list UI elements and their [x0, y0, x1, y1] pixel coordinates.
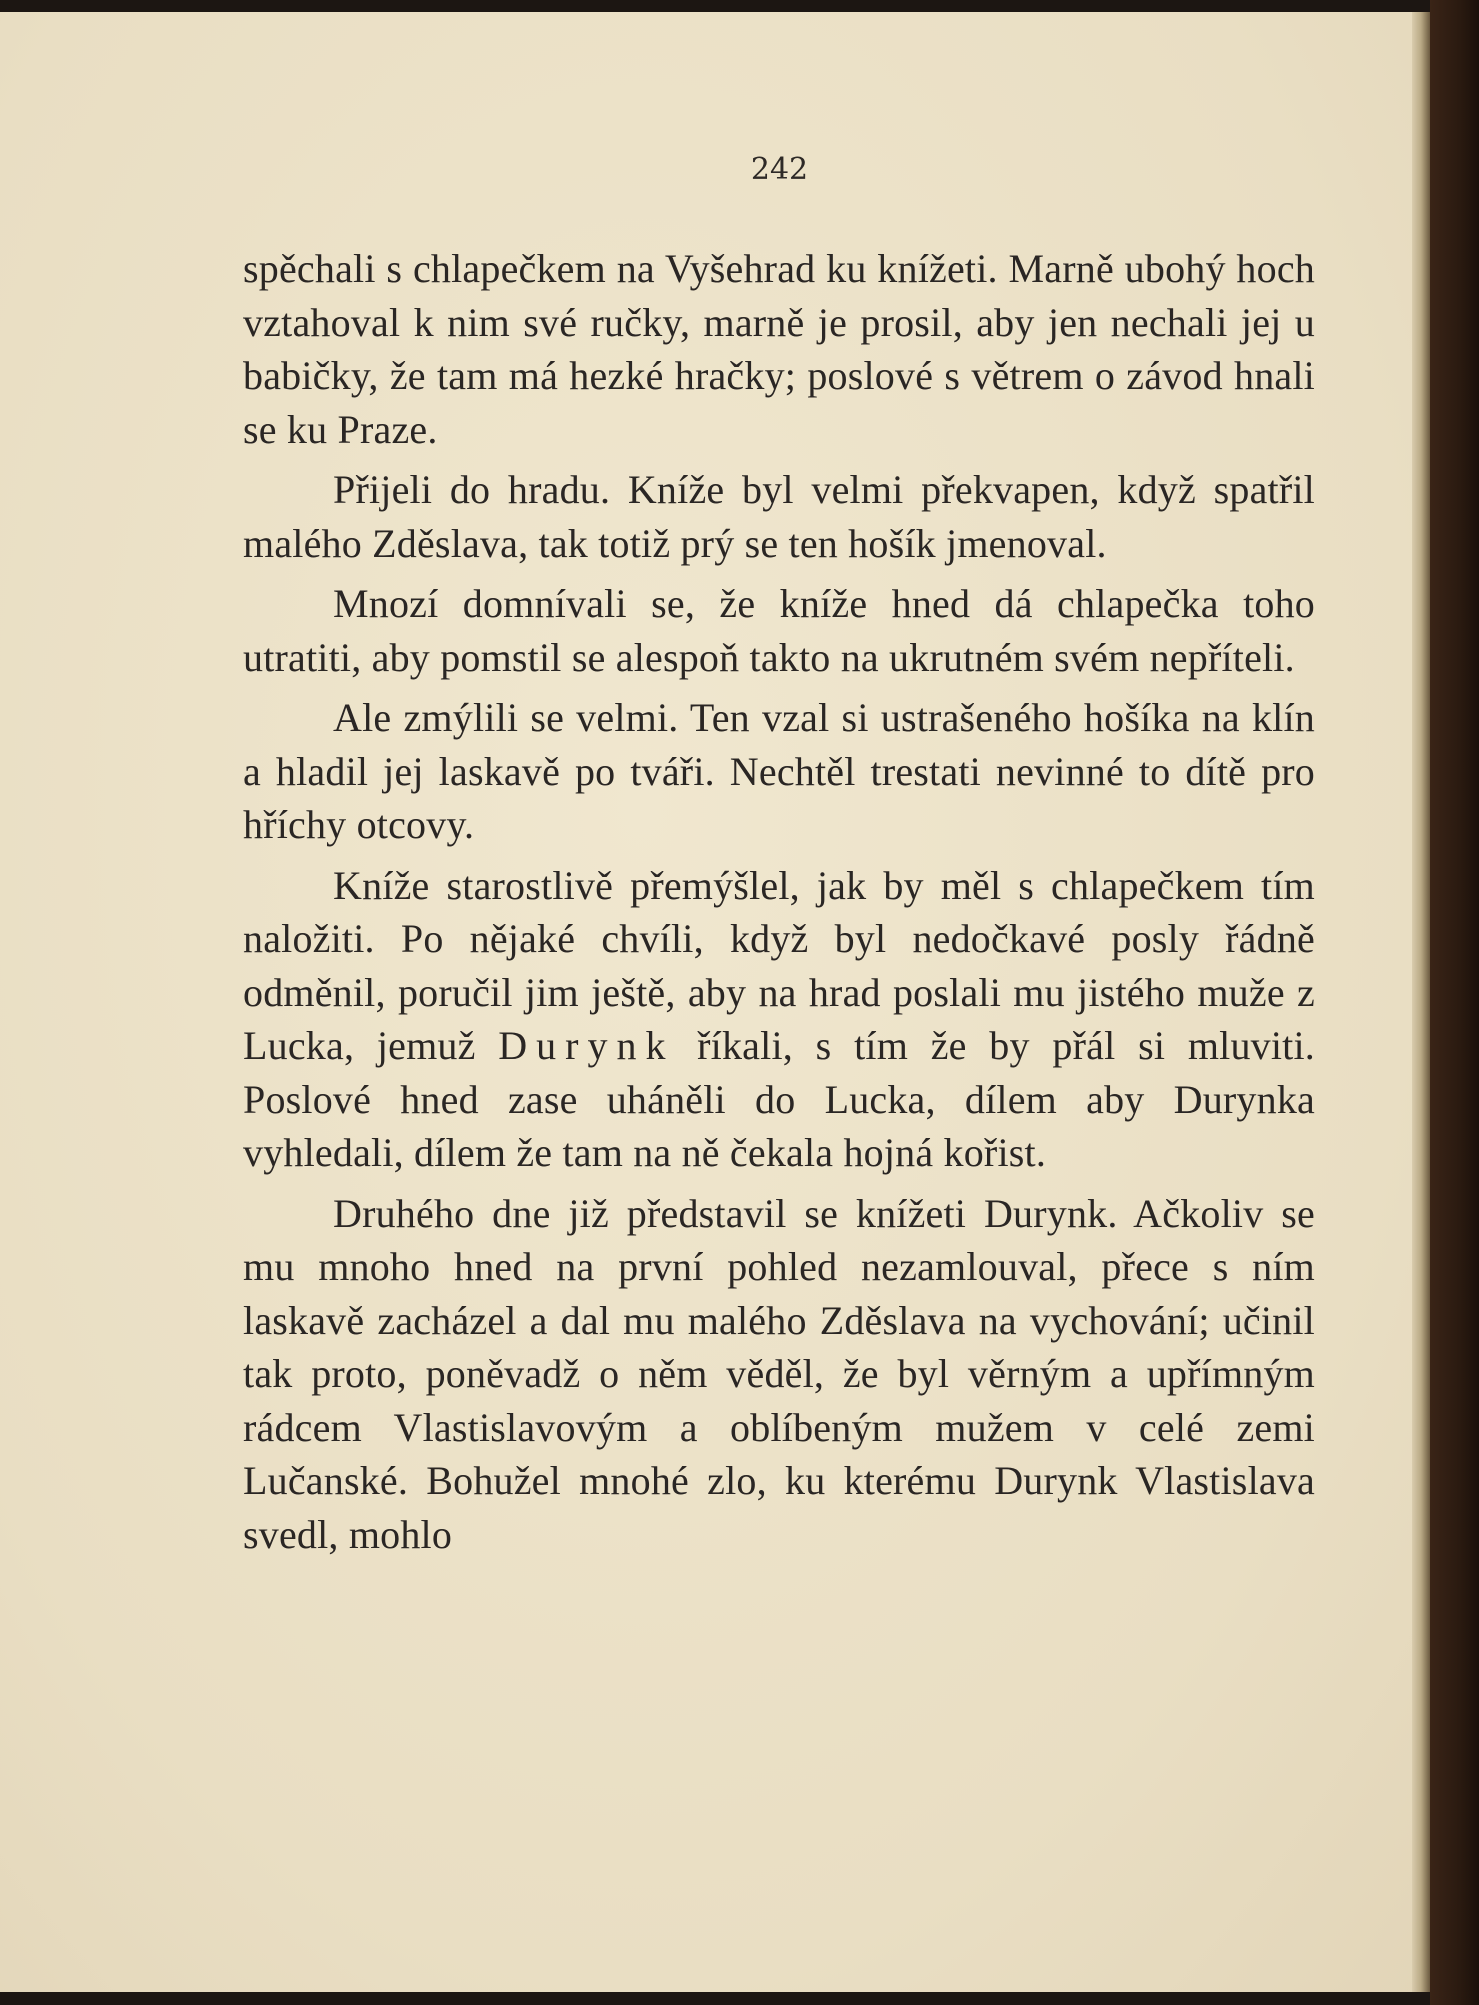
- paragraph-2: Přijeli do hradu. Kníže byl velmi překvapen, když spatřil malého Zděslava, tak totiž prý se ten hošík jmenoval.: [243, 467, 1315, 566]
- book-cover-edge: [1430, 0, 1479, 2005]
- body-text: [243, 242, 1315, 1561]
- paragraph-3: Mnozí domnívali se, že kníže hned dá chlapečka toho utratiti, aby pomstil se alespoň takto na ukrutném svém nepříteli.: [243, 581, 1315, 680]
- paragraph-5-part-2: říkali, s tím že by přál si mluviti. Poslové hned zase uháněli do Lucka, dílem aby Durynka vyhledali, dílem že tam na ně čekala hojná kořist.: [243, 1023, 1315, 1175]
- paragraph-6: Druhého dne již představil se knížeti Durynk. Ačkoliv se mu mnoho hned na první pohled nezamlouval, přece s ním laskavě zacházel a dal mu malého Zděslava na vychování; učinil tak proto, poněvadž o něm věděl, že byl věrným a upřímným rádcem Vlastislavovým a oblíbeným mužem v celé zemi Lučanské. Bohužel mnohé zlo, ku kterému Durynk Vlastislava svedl, mohlo: [243, 1190, 1315, 1557]
- paragraph-1: spěchali s chlapečkem na Vyšehrad ku knížeti. Marně ubohý hoch vztahoval k nim své ručky, marně je prosil, aby jen nechali jej u babičky, že tam má hezké hračky; poslové s větrem o závod hnali se ku Praze.: [243, 246, 1315, 452]
- paragraph-5-part-1: Kníže starostlivě přemýšlel, jak by měl s chlapečkem tím naložiti. Po nějaké chvíli, když byl nedočkavé posly řádně odměnil, poručil jim ještě, aby na hrad poslali mu jistého muže z Lucka, jemuž: [243, 862, 1315, 1068]
- paragraph-4: Ale zmýlili se velmi. Ten vzal si ustrašeného hošíka na klín a hladil jej laskavě po tváři. Nechtěl trestati nevinné to dítě pro hříchy otcovy.: [243, 695, 1315, 847]
- paragraph-5: [243, 859, 1315, 1180]
- page-gutter: [1412, 12, 1430, 1992]
- page-number: 242: [750, 152, 809, 187]
- spaced-name-durynk: Durynk: [498, 1023, 675, 1068]
